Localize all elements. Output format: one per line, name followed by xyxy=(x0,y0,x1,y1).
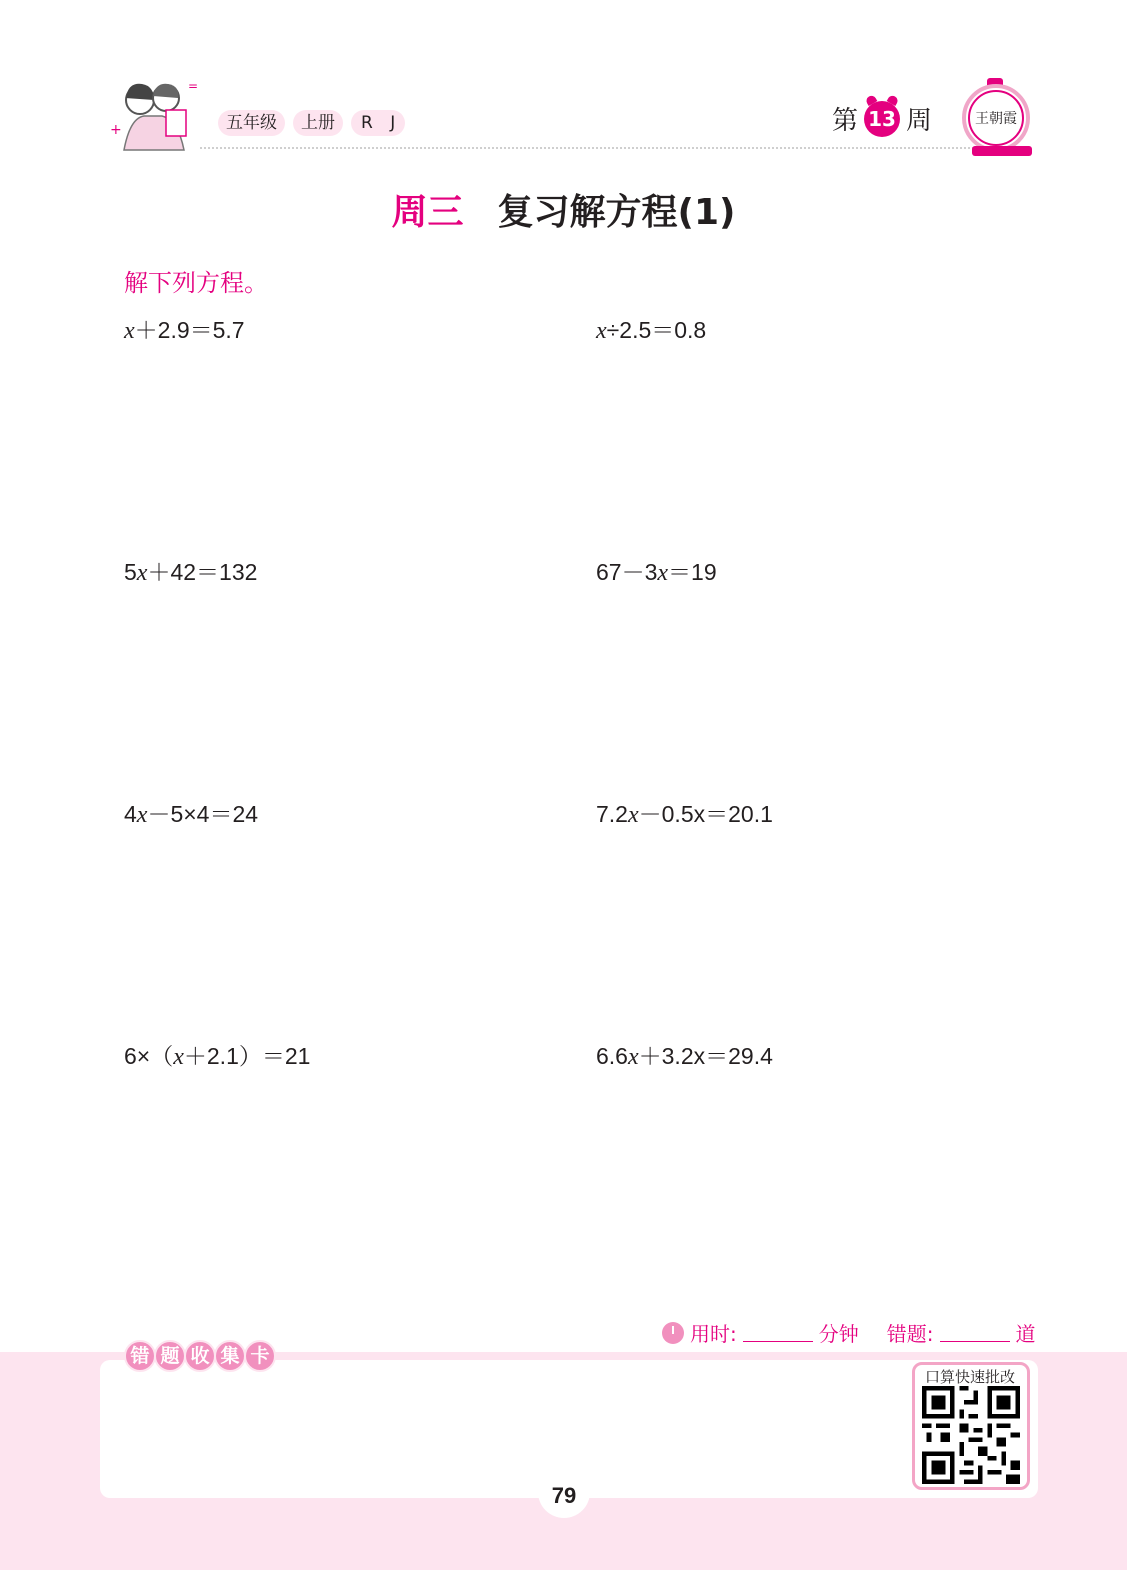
equation-1: x＋2.9＝5.7 xyxy=(124,317,245,344)
edition-badge: R J xyxy=(351,110,405,136)
brand-logo-text: 王朝霞 xyxy=(968,90,1024,146)
equation-2: x÷2.5＝0.8 xyxy=(596,317,707,344)
errors-blank[interactable] xyxy=(940,1323,1010,1342)
errors-label: 错题: xyxy=(886,1322,934,1346)
equation-8: 6.6x＋3.2x＝29.4 xyxy=(596,1043,773,1070)
brand-logo xyxy=(962,84,1030,152)
time-unit: 分钟 xyxy=(818,1322,859,1346)
stopwatch-icon xyxy=(662,1322,684,1344)
equation-4: 67－3x＝19 xyxy=(596,559,717,586)
time-blank[interactable] xyxy=(743,1323,813,1342)
equation-5: 4x－5×4＝24 xyxy=(124,801,259,828)
instruction: 解下列方程。 xyxy=(124,269,268,297)
errors-unit: 道 xyxy=(1015,1322,1036,1346)
kids-illustration xyxy=(106,70,206,156)
svg-text:+: + xyxy=(110,122,122,138)
alarm-clock-week-number: 13 xyxy=(864,101,900,137)
error-card-title: 错 题 收 集 卡 xyxy=(124,1340,274,1372)
week-suffix: 周 xyxy=(906,106,933,136)
time-and-errors xyxy=(662,1318,1036,1347)
week-prefix: 第 xyxy=(832,106,859,136)
equation-7: 6×（x＋2.1）＝21 xyxy=(124,1043,311,1070)
qr-label: 口算快速批改 xyxy=(925,1368,1016,1386)
equation-3: 5x＋42＝132 xyxy=(124,559,258,586)
logo-ribbon xyxy=(972,146,1032,156)
header-divider xyxy=(200,147,990,149)
page-title-day: 周三 xyxy=(391,192,464,233)
time-label: 用时: xyxy=(690,1322,737,1346)
week-indicator xyxy=(832,100,932,137)
grade-badges xyxy=(218,110,405,136)
qr-code-icon[interactable] xyxy=(922,1386,1020,1484)
volume-badge: 上册 xyxy=(293,110,343,136)
page-number: 79 xyxy=(538,1474,590,1518)
equation-6: 7.2x－0.5x＝20.1 xyxy=(596,801,773,828)
page-title-name: 复习解方程(1) xyxy=(497,192,736,233)
grade-badge: 五年级 xyxy=(218,110,285,136)
page-title xyxy=(0,184,1127,235)
svg-text:=: = xyxy=(188,79,199,93)
